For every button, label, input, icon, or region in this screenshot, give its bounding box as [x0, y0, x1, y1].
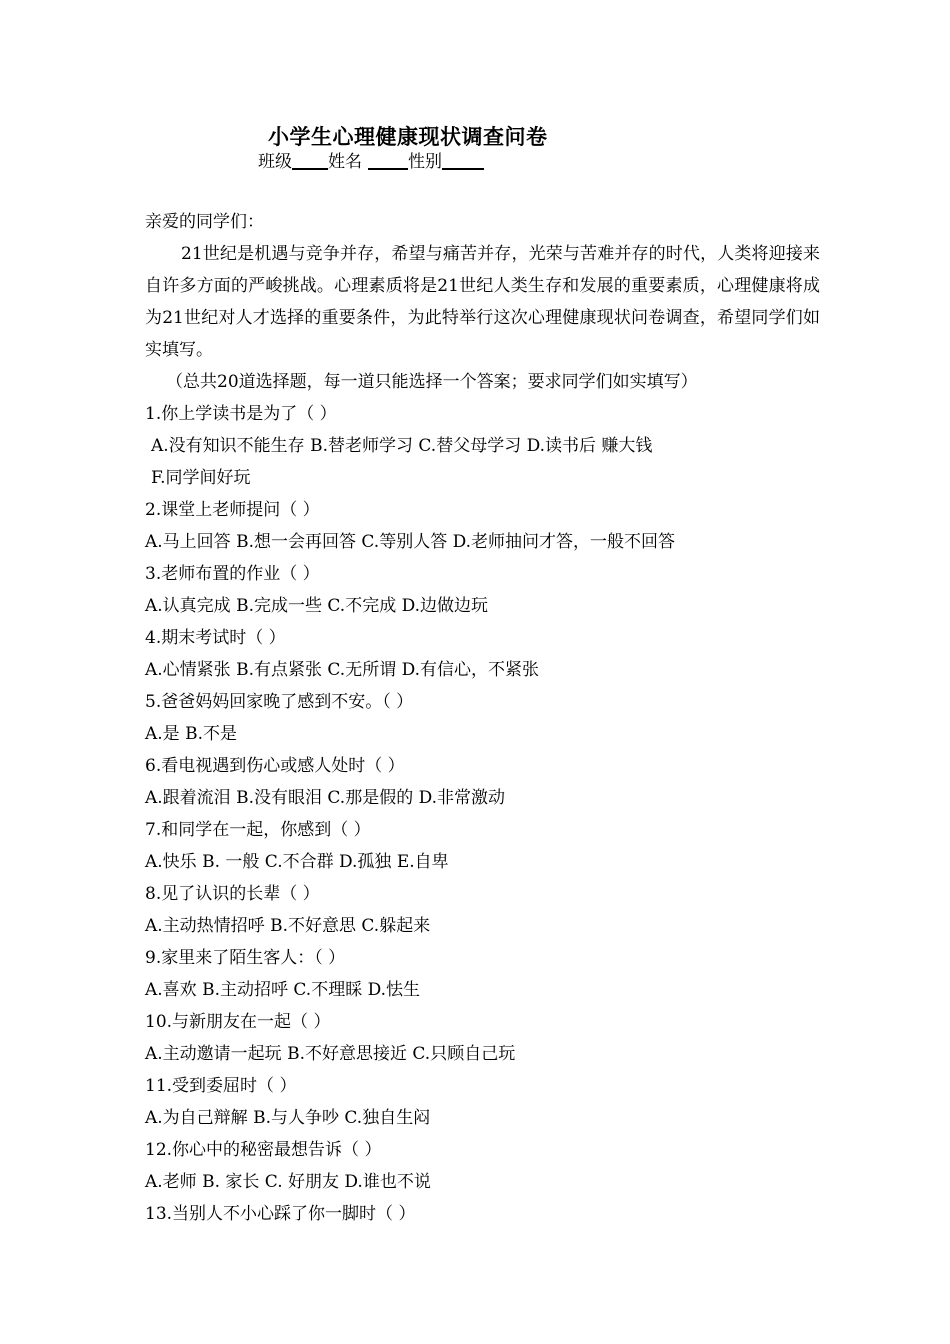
survey-body — [145, 206, 820, 1230]
instructions-note: （总共20道选择题，每一道只能选择一个答案；要求同学们如实填写） — [166, 372, 698, 392]
question-text: 2.课堂上老师提问（ ） — [145, 500, 320, 520]
page-title: 小学生心理健康现状调查问卷 — [268, 124, 548, 149]
question-text: 3.老师布置的作业（ ） — [145, 564, 320, 584]
name-label: 姓名 — [328, 152, 362, 172]
question-text: 8.见了认识的长辈（ ） — [145, 884, 320, 904]
student-info-line — [258, 147, 484, 172]
question-text: 9.家里来了陌生客人：（ ） — [145, 948, 346, 968]
answer-options: A.为自己辩解 B.与人争吵 C.独自生闷 — [145, 1108, 431, 1128]
answer-options: A.马上回答 B.想一会再回答 C.等别人答 D.老师抽问才答，一般不回答 — [145, 532, 676, 552]
answer-options: A.没有知识不能生存 B.替老师学习 C.替父母学习 D.读书后 赚大钱 — [151, 436, 653, 456]
question-list — [145, 398, 820, 1230]
question-text: 4.期末考试时（ ） — [145, 628, 286, 648]
question-text: 6.看电视遇到伤心或感人处时（ ） — [145, 756, 405, 776]
question-text: 1.你上学读书是为了（ ） — [145, 404, 337, 424]
answer-options: A.认真完成 B.完成一些 C.不完成 D.边做边玩 — [145, 596, 489, 616]
answer-options: A.老师 B. 家长 C. 好朋友 D.谁也不说 — [145, 1172, 431, 1192]
answer-options: A.跟着流泪 B.没有眼泪 C.那是假的 D.非常激动 — [145, 788, 506, 808]
greeting: 亲爱的同学们： — [145, 212, 264, 232]
question-text: 10.与新朋友在一起（ ） — [145, 1012, 331, 1032]
question-text: 12.你心中的秘密最想告诉（ ） — [145, 1140, 382, 1160]
intro-paragraph: 21世纪是机遇与竞争并存，希望与痛苦并存，光荣与苦难并存的时代，人类将迎接来自许多方面的严峻挑战。心理素质将是21世纪人类生存和发展的重要素质，心理健康将成为21世纪对人才选择的重要条件，为此特举行这次心理健康现状问卷调查，希望同学们如实填写。 — [145, 244, 820, 360]
question-text: 11.受到委屈时（ ） — [145, 1076, 297, 1096]
answer-options: A.快乐 B. 一般 C.不合群 D.孤独 E.自卑 — [145, 852, 449, 872]
gender-label: 性别 — [408, 152, 442, 172]
answer-options: A.是 B.不是 — [145, 724, 237, 744]
answer-options: A.心情紧张 B.有点紧张 C.无所谓 D.有信心，不紧张 — [145, 660, 540, 680]
gender-blank[interactable] — [442, 151, 484, 170]
answer-options: A.主动邀请一起玩 B.不好意思接近 C.只顾自己玩 — [145, 1044, 516, 1064]
question-text: 5.爸爸妈妈回家晚了感到不安。（ ） — [145, 692, 414, 712]
question-text: 13.当别人不小心踩了你一脚时（ ） — [145, 1204, 416, 1224]
class-blank[interactable] — [292, 151, 328, 170]
answer-options: A.主动热情招呼 B.不好意思 C.躲起来 — [145, 916, 431, 936]
answer-options: A.喜欢 B.主动招呼 C.不理睬 D.怯生 — [145, 980, 421, 1000]
answer-options: F.同学间好玩 — [151, 468, 251, 488]
class-label: 班级 — [258, 152, 292, 172]
question-text: 7.和同学在一起，你感到（ ） — [145, 820, 371, 840]
name-blank[interactable] — [368, 151, 408, 170]
